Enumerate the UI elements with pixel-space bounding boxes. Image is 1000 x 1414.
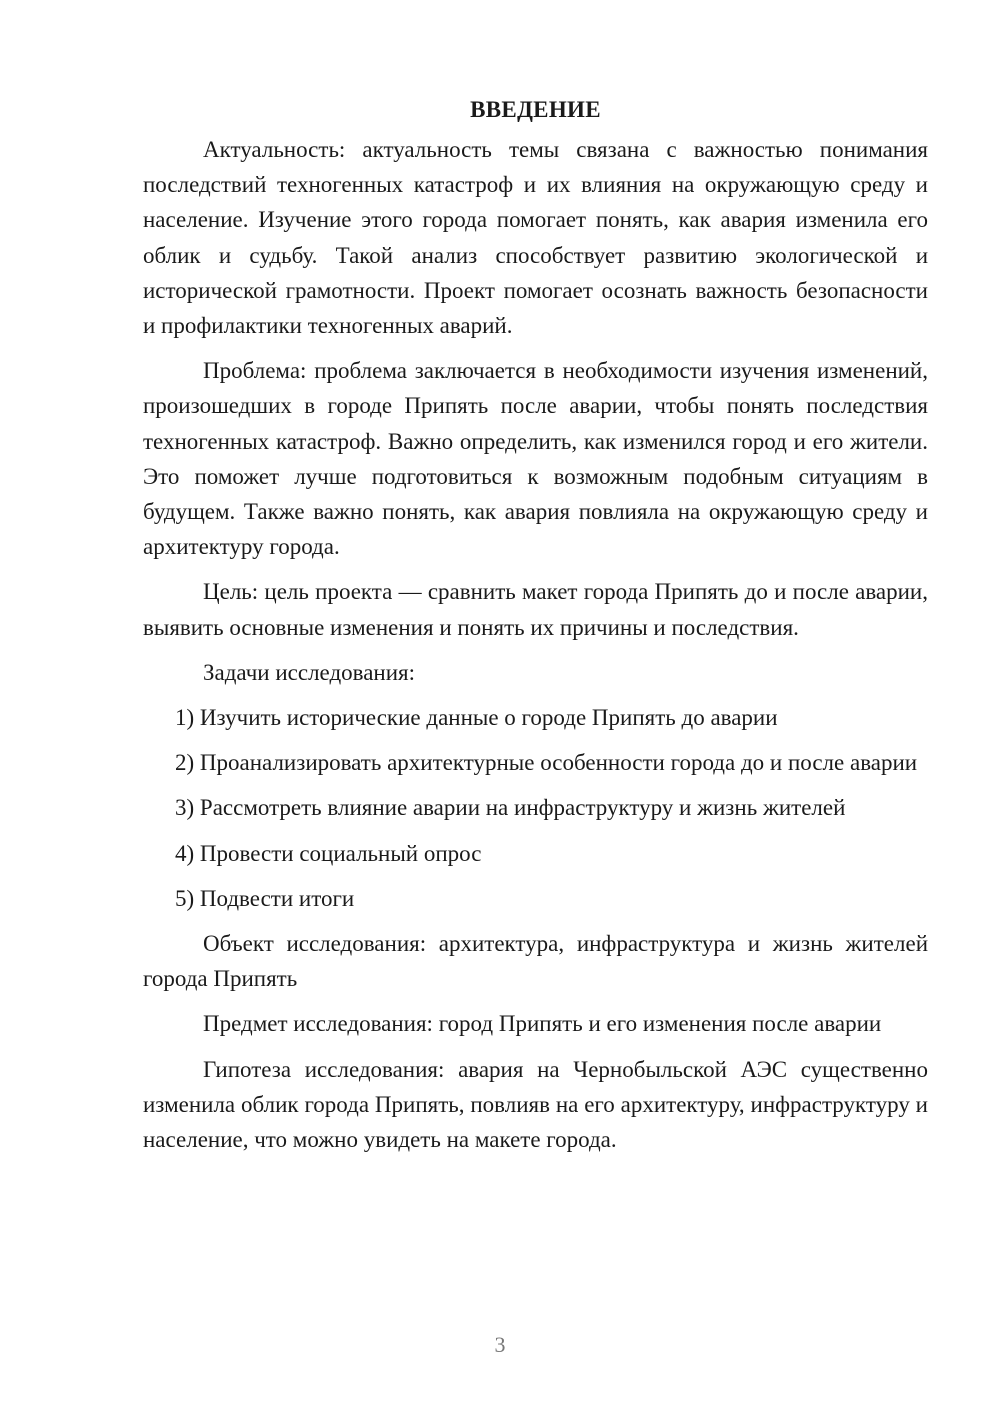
paragraph-hypothesis: Гипотеза исследования: авария на Чернобыльской АЭС существенно изменила облик города Припять, повлияв на его архитектуру, инфраструктуру и население, что можно увидеть на макете города. — [143, 1056, 928, 1153]
task-item-5: 5) Подвести итоги — [175, 885, 355, 911]
task-item-1: 1) Изучить исторические данные о городе Припять до аварии — [175, 705, 778, 731]
task-item-4: 4) Провести социальный опрос — [175, 840, 482, 866]
page-number: 3 — [494, 1332, 506, 1357]
paragraph-tasks-heading: Задачи исследования: — [203, 659, 416, 685]
paragraph-relevance: Актуальность: актуальность темы связана с важностью понимания последствий техногенных катастроф и их влияния на окружающую среду и население. Изучение этого города помогает понять, как авария изменила его облик и судьбу. Такой анализ способствует развитию экологической и исторической грамотности. Проект помогает осознать важность безопасности и профилактики техногенных аварий. — [143, 137, 928, 339]
document-page — [143, 92, 928, 1167]
task-item-2: 2) Проанализировать архитектурные особенности города до и после аварии — [175, 750, 918, 776]
paragraph-goal: Цель: цель проекта — сравнить макет города Припять до и после аварии, выявить основные изменения и понять их причины и последствия. — [143, 579, 928, 640]
paragraph-subject: Предмет исследования: город Припять и его изменения после аварии — [203, 1011, 882, 1037]
section-title: ВВЕДЕНИЕ — [470, 97, 601, 122]
paragraph-problem: Проблема: проблема заключается в необходимости изучения изменений, произошедших в городе Припять после аварии, чтобы понять последствия техногенных катастроф. Важно определить, как изменился город и его жители. Это поможет лучше подготовиться к возможным подобным ситуациям в будущем. Также важно понять, как авария повлияла на окружающую среду и архитектуру города. — [143, 358, 928, 560]
task-item-3: 3) Рассмотреть влияние аварии на инфраструктуру и жизнь жителей — [175, 795, 846, 821]
paragraph-object: Объект исследования: архитектура, инфраструктура и жизнь жителей города Припять — [143, 931, 928, 992]
